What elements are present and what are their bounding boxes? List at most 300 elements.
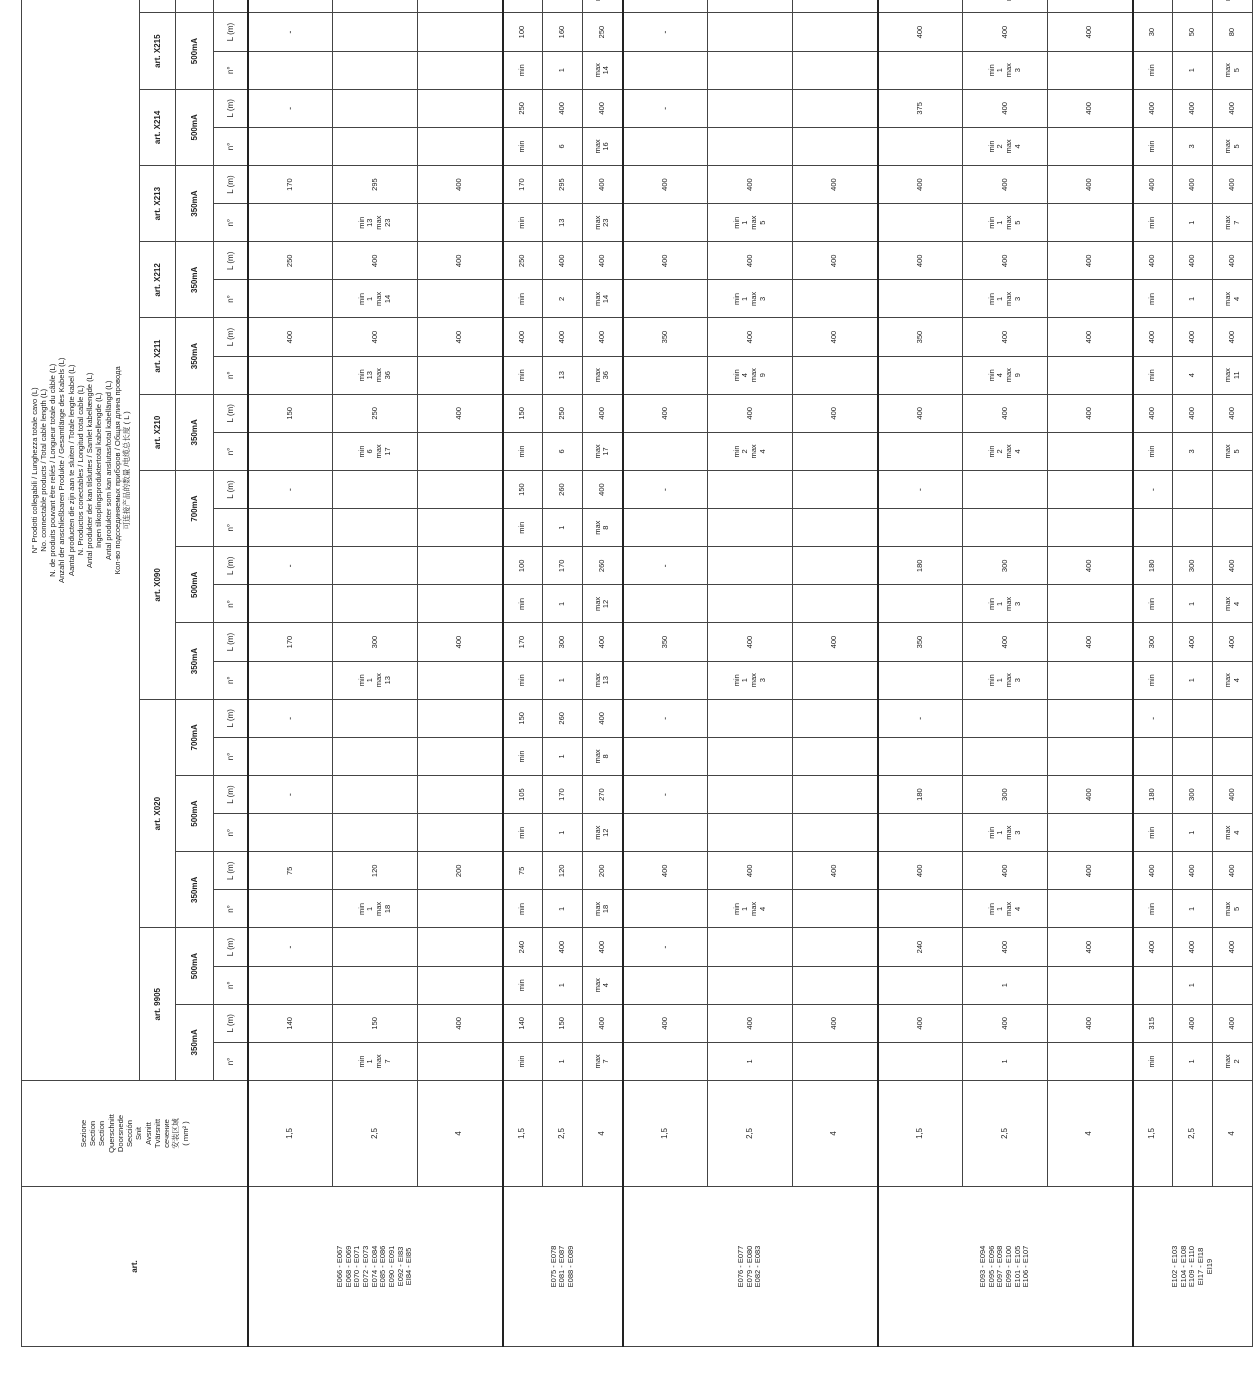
current-header: 500mA bbox=[176, 89, 214, 165]
section-value: 4 bbox=[583, 1081, 623, 1187]
length-cell: 375 bbox=[878, 89, 963, 127]
length-cell: - bbox=[878, 471, 963, 509]
count-cell: max 5 bbox=[1213, 432, 1253, 470]
count-cell: min bbox=[503, 890, 543, 928]
length-cell: 350 bbox=[623, 623, 708, 661]
count-cell: min bbox=[503, 204, 543, 242]
count-cell: 1 bbox=[543, 51, 583, 89]
count-cell bbox=[418, 737, 503, 775]
count-cell: 1 bbox=[543, 890, 583, 928]
count-cell bbox=[623, 661, 708, 699]
count-cell bbox=[248, 204, 333, 242]
rotated-table-wrapper bbox=[21, 21, 1241, 1347]
length-cell: 250 bbox=[333, 394, 418, 432]
length-cell bbox=[708, 776, 793, 814]
length-cell: 170 bbox=[543, 547, 583, 585]
length-cell: 400 bbox=[1133, 318, 1173, 356]
length-cell: 180 bbox=[1133, 776, 1173, 814]
l-label: L (m) bbox=[214, 166, 248, 204]
length-cell: 400 bbox=[623, 394, 708, 432]
l-label: L (m) bbox=[214, 699, 248, 737]
count-cell bbox=[878, 509, 963, 547]
count-cell bbox=[793, 966, 878, 1004]
count-cell: max 18 bbox=[583, 890, 623, 928]
count-cell: min bbox=[1133, 280, 1173, 318]
art-header: art. bbox=[22, 1187, 248, 1347]
count-cell: min 1 max 3 bbox=[963, 661, 1048, 699]
count-cell bbox=[623, 890, 708, 928]
count-cell: min bbox=[503, 432, 543, 470]
count-cell: 1 bbox=[543, 509, 583, 547]
count-cell bbox=[623, 280, 708, 318]
count-cell: min bbox=[503, 356, 543, 394]
count-cell: min bbox=[503, 1042, 543, 1080]
length-cell: 400 bbox=[1173, 89, 1213, 127]
length-cell: 350 bbox=[878, 318, 963, 356]
count-cell bbox=[1133, 737, 1173, 775]
length-cell: 150 bbox=[248, 394, 333, 432]
length-cell: 150 bbox=[503, 471, 543, 509]
count-cell bbox=[878, 127, 963, 165]
l-label: L (m) bbox=[214, 471, 248, 509]
count-cell: max 4 bbox=[1213, 814, 1253, 852]
length-cell: 250 bbox=[248, 242, 333, 280]
length-cell: 400 bbox=[1213, 318, 1253, 356]
length-cell: - bbox=[623, 699, 708, 737]
length-cell: 180 bbox=[1133, 547, 1173, 585]
length-cell: 400 bbox=[1173, 242, 1213, 280]
count-cell bbox=[333, 814, 418, 852]
count-cell bbox=[248, 661, 333, 699]
count-cell bbox=[878, 1042, 963, 1080]
count-cell bbox=[333, 509, 418, 547]
count-cell bbox=[1048, 280, 1133, 318]
count-cell: max 14 bbox=[583, 280, 623, 318]
count-cell: 1 bbox=[543, 737, 583, 775]
art-group-header: art. X020 bbox=[140, 699, 176, 928]
count-cell: 1 bbox=[1173, 1042, 1213, 1080]
count-cell bbox=[248, 737, 333, 775]
length-cell: 100 bbox=[503, 547, 543, 585]
length-cell: 170 bbox=[248, 166, 333, 204]
length-cell bbox=[963, 471, 1048, 509]
count-cell: min bbox=[503, 51, 543, 89]
length-cell bbox=[793, 699, 878, 737]
count-cell bbox=[878, 0, 963, 13]
length-cell: 400 bbox=[583, 699, 623, 737]
length-cell: 400 bbox=[583, 623, 623, 661]
length-cell: 400 bbox=[708, 623, 793, 661]
title-header: N° Prodotti collegabili / Lunghezza totale cavo (L) No. connectable products / Total cable length (L) N. de produits pouvant être reliés / Longueur totale du câble (L) Anzahl der anschließbaren Produkte / Gesamtlänge des Kabels (L) Aantal producten die zijn aan te sluiten / Totale lengte kabel (L) N. Productos conectables / Longitud total cable (L) Antal produkter der kan tilsluttes / Samlet kabellængde (L) Ingen tilkoplingsproduktertotal kabellengde (L) Antal produkter som kan anslutas/total kabellängd (L) Кол-во подсоединяемых приборов / Общая длина провода 可连接产品的数量 /电缆总长度 ( L ) bbox=[22, 0, 140, 1081]
count-cell bbox=[1133, 966, 1173, 1004]
art-codes: E075 - E078 E081 - E087 E088 - E089 bbox=[503, 1187, 623, 1347]
count-cell: 6 bbox=[543, 432, 583, 470]
length-cell: 250 bbox=[543, 394, 583, 432]
count-cell: min bbox=[1133, 890, 1173, 928]
length-cell: 400 bbox=[963, 318, 1048, 356]
n-label bbox=[214, 0, 248, 13]
count-cell bbox=[793, 585, 878, 623]
count-cell bbox=[248, 0, 333, 13]
count-cell bbox=[1133, 509, 1173, 547]
count-cell bbox=[793, 509, 878, 547]
length-cell: 400 bbox=[583, 1004, 623, 1042]
length-cell: 400 bbox=[963, 166, 1048, 204]
length-cell bbox=[793, 547, 878, 585]
length-cell: 75 bbox=[248, 852, 333, 890]
count-cell: 1 bbox=[963, 966, 1048, 1004]
count-cell: 1 bbox=[543, 1042, 583, 1080]
count-cell bbox=[1048, 204, 1133, 242]
length-cell: 400 bbox=[793, 318, 878, 356]
count-cell: 1 bbox=[1173, 966, 1213, 1004]
length-cell: 400 bbox=[878, 13, 963, 51]
length-cell: 260 bbox=[543, 699, 583, 737]
count-cell: min 6 max 17 bbox=[333, 432, 418, 470]
count-cell bbox=[418, 432, 503, 470]
current-header bbox=[176, 0, 214, 13]
count-cell: 1 bbox=[1173, 204, 1213, 242]
count-cell: max 4 bbox=[1213, 585, 1253, 623]
length-cell: 400 bbox=[1048, 547, 1133, 585]
count-cell bbox=[1213, 737, 1253, 775]
current-header: 350mA bbox=[176, 1004, 214, 1080]
count-cell: 1 bbox=[543, 585, 583, 623]
count-cell bbox=[1048, 661, 1133, 699]
count-cell: 1 bbox=[543, 814, 583, 852]
length-cell: 400 bbox=[1133, 166, 1173, 204]
count-cell: 13 bbox=[543, 356, 583, 394]
count-cell bbox=[878, 585, 963, 623]
length-cell: 270 bbox=[583, 776, 623, 814]
count-cell: min 13 max 36 bbox=[333, 356, 418, 394]
length-cell: 400 bbox=[963, 242, 1048, 280]
count-cell bbox=[1048, 51, 1133, 89]
section-value: 1,5 bbox=[1133, 1081, 1173, 1187]
current-header: 500mA bbox=[176, 13, 214, 89]
count-cell bbox=[793, 127, 878, 165]
count-cell: min 1 max 3 bbox=[963, 280, 1048, 318]
length-cell: - bbox=[623, 928, 708, 966]
length-cell: 400 bbox=[963, 13, 1048, 51]
count-cell bbox=[793, 890, 878, 928]
n-label: n° bbox=[214, 814, 248, 852]
count-cell: max 17 bbox=[583, 432, 623, 470]
length-cell: 250 bbox=[503, 242, 543, 280]
count-cell bbox=[963, 509, 1048, 547]
length-cell: 315 bbox=[1133, 1004, 1173, 1042]
length-cell bbox=[793, 471, 878, 509]
count-cell: min bbox=[503, 127, 543, 165]
count-cell bbox=[623, 204, 708, 242]
length-cell: 120 bbox=[333, 852, 418, 890]
length-cell: - bbox=[248, 13, 333, 51]
count-cell: 1 bbox=[1173, 585, 1213, 623]
length-cell: 400 bbox=[418, 242, 503, 280]
length-cell: 170 bbox=[503, 623, 543, 661]
count-cell bbox=[623, 1042, 708, 1080]
count-cell bbox=[878, 204, 963, 242]
cable-length-table bbox=[21, 0, 1253, 1347]
length-cell: 400 bbox=[793, 1004, 878, 1042]
length-cell: 400 bbox=[583, 394, 623, 432]
count-cell: min 2 max 4 bbox=[963, 127, 1048, 165]
count-cell: max 4 bbox=[1213, 280, 1253, 318]
count-cell: 4 bbox=[1173, 356, 1213, 394]
l-label: L (m) bbox=[214, 318, 248, 356]
length-cell: 180 bbox=[878, 776, 963, 814]
count-cell: min 2 max 4 bbox=[963, 432, 1048, 470]
count-cell bbox=[418, 127, 503, 165]
length-cell: - bbox=[623, 547, 708, 585]
art-group-header: art. 9905 bbox=[140, 928, 176, 1081]
length-cell: 400 bbox=[623, 1004, 708, 1042]
length-cell: 295 bbox=[333, 166, 418, 204]
count-cell: min 13 max 23 bbox=[333, 204, 418, 242]
length-cell: 400 bbox=[543, 242, 583, 280]
length-cell: 150 bbox=[333, 1004, 418, 1042]
length-cell: 75 bbox=[503, 852, 543, 890]
count-cell: max 4 bbox=[583, 966, 623, 1004]
length-cell: 400 bbox=[503, 318, 543, 356]
length-cell: - bbox=[248, 699, 333, 737]
length-cell: 400 bbox=[963, 1004, 1048, 1042]
count-cell: max 23 bbox=[583, 204, 623, 242]
count-cell: min bbox=[503, 737, 543, 775]
count-cell: max 16 bbox=[583, 127, 623, 165]
count-cell: 3 bbox=[1173, 127, 1213, 165]
length-cell: 400 bbox=[708, 852, 793, 890]
length-cell: 140 bbox=[503, 1004, 543, 1042]
count-cell bbox=[878, 890, 963, 928]
length-cell: 350 bbox=[878, 623, 963, 661]
count-cell: min bbox=[503, 280, 543, 318]
n-label: n° bbox=[214, 1042, 248, 1080]
count-cell bbox=[708, 0, 793, 13]
length-cell: 170 bbox=[248, 623, 333, 661]
count-cell bbox=[418, 356, 503, 394]
length-cell: 30 bbox=[1133, 13, 1173, 51]
count-cell: 1 bbox=[543, 966, 583, 1004]
l-label: L (m) bbox=[214, 928, 248, 966]
count-cell: min bbox=[1133, 1042, 1173, 1080]
length-cell bbox=[418, 699, 503, 737]
length-cell: 250 bbox=[503, 89, 543, 127]
count-cell bbox=[623, 0, 708, 13]
length-cell: 300 bbox=[1173, 547, 1213, 585]
length-cell: 400 bbox=[1133, 89, 1173, 127]
count-cell: 3 bbox=[1173, 432, 1213, 470]
art-group-header: art. X213 bbox=[140, 166, 176, 242]
count-cell: min 1 max 3 bbox=[963, 585, 1048, 623]
length-cell: 160 bbox=[543, 13, 583, 51]
count-cell bbox=[623, 814, 708, 852]
length-cell: 400 bbox=[1133, 928, 1173, 966]
length-cell: 140 bbox=[248, 1004, 333, 1042]
count-cell: min 1 max 3 bbox=[963, 814, 1048, 852]
length-cell: 400 bbox=[1173, 394, 1213, 432]
length-cell: 400 bbox=[1133, 394, 1173, 432]
count-cell: min bbox=[1133, 585, 1173, 623]
length-cell: 105 bbox=[503, 776, 543, 814]
count-cell: 1 bbox=[1173, 814, 1213, 852]
length-cell bbox=[418, 471, 503, 509]
length-cell bbox=[1173, 699, 1213, 737]
section-value: 1,5 bbox=[878, 1081, 963, 1187]
count-cell bbox=[623, 51, 708, 89]
count-cell: 6 bbox=[543, 127, 583, 165]
count-cell: 2 bbox=[543, 280, 583, 318]
length-cell bbox=[793, 776, 878, 814]
length-cell: 400 bbox=[793, 166, 878, 204]
length-cell: 400 bbox=[333, 242, 418, 280]
length-cell: 400 bbox=[793, 394, 878, 432]
count-cell bbox=[878, 814, 963, 852]
count-cell: min 2 max 4 bbox=[708, 432, 793, 470]
length-cell bbox=[333, 471, 418, 509]
n-label: n° bbox=[214, 661, 248, 699]
count-cell bbox=[793, 1042, 878, 1080]
current-header: 350mA bbox=[176, 318, 214, 394]
count-cell bbox=[418, 204, 503, 242]
l-label: L (m) bbox=[214, 394, 248, 432]
count-cell: max 7 bbox=[1213, 204, 1253, 242]
length-cell: 300 bbox=[333, 623, 418, 661]
count-cell bbox=[793, 280, 878, 318]
length-cell: 400 bbox=[878, 166, 963, 204]
length-cell: - bbox=[623, 776, 708, 814]
count-cell bbox=[708, 737, 793, 775]
count-cell bbox=[1173, 0, 1213, 13]
length-cell bbox=[333, 89, 418, 127]
count-cell bbox=[963, 0, 1048, 13]
length-cell: 400 bbox=[878, 242, 963, 280]
count-cell: min bbox=[1133, 204, 1173, 242]
count-cell: 1 bbox=[543, 661, 583, 699]
count-cell bbox=[503, 0, 543, 13]
count-cell bbox=[333, 966, 418, 1004]
count-cell bbox=[1213, 509, 1253, 547]
length-cell bbox=[1213, 471, 1253, 509]
n-label: n° bbox=[214, 204, 248, 242]
length-cell: 350 bbox=[623, 318, 708, 356]
count-cell: min bbox=[1133, 127, 1173, 165]
count-cell bbox=[1048, 356, 1133, 394]
length-cell: 400 bbox=[1048, 89, 1133, 127]
count-cell: min bbox=[503, 585, 543, 623]
count-cell: 1 bbox=[963, 1042, 1048, 1080]
length-cell: - bbox=[248, 776, 333, 814]
count-cell bbox=[418, 0, 503, 13]
count-cell: max 14 bbox=[583, 51, 623, 89]
section-header: Sezione Section Section Querschnitt Doorsnede Sección Snit Avsnitt Tvärsnitt сечение 安装区域 ( mm² ) bbox=[22, 1081, 248, 1187]
length-cell: 400 bbox=[708, 166, 793, 204]
current-header: 350mA bbox=[176, 242, 214, 318]
length-cell: 400 bbox=[878, 852, 963, 890]
length-cell bbox=[793, 13, 878, 51]
count-cell: max 11 bbox=[1213, 356, 1253, 394]
l-label: L (m) bbox=[214, 623, 248, 661]
count-cell bbox=[418, 585, 503, 623]
length-cell: 400 bbox=[1133, 852, 1173, 890]
length-cell: 400 bbox=[418, 1004, 503, 1042]
length-cell bbox=[708, 471, 793, 509]
count-cell: min 1 max 3 bbox=[708, 661, 793, 699]
length-cell: 170 bbox=[543, 776, 583, 814]
length-cell: 400 bbox=[623, 166, 708, 204]
count-cell bbox=[248, 509, 333, 547]
l-label: L (m) bbox=[214, 1004, 248, 1042]
count-cell bbox=[793, 661, 878, 699]
count-cell: min bbox=[1133, 51, 1173, 89]
count-cell bbox=[1048, 1042, 1133, 1080]
section-value: 4 bbox=[793, 1081, 878, 1187]
section-value: 2,5 bbox=[963, 1081, 1048, 1187]
count-cell: 1 bbox=[1173, 51, 1213, 89]
length-cell bbox=[963, 699, 1048, 737]
count-cell: max 12 bbox=[583, 585, 623, 623]
count-cell: min 1 max 7 bbox=[333, 1042, 418, 1080]
count-cell bbox=[333, 737, 418, 775]
current-header: 700mA bbox=[176, 699, 214, 775]
length-cell: 300 bbox=[963, 547, 1048, 585]
count-cell bbox=[333, 0, 418, 13]
length-cell: 400 bbox=[1213, 623, 1253, 661]
length-cell: 260 bbox=[543, 471, 583, 509]
count-cell bbox=[248, 432, 333, 470]
length-cell bbox=[1048, 699, 1133, 737]
n-label: n° bbox=[214, 890, 248, 928]
count-cell: min 1 max 13 bbox=[333, 661, 418, 699]
count-cell bbox=[878, 432, 963, 470]
count-cell bbox=[1133, 0, 1173, 13]
length-cell: 400 bbox=[1213, 89, 1253, 127]
count-cell bbox=[248, 1042, 333, 1080]
count-cell bbox=[708, 509, 793, 547]
count-cell bbox=[1048, 509, 1133, 547]
count-cell bbox=[418, 890, 503, 928]
length-cell: - bbox=[623, 89, 708, 127]
length-cell: 400 bbox=[1173, 318, 1213, 356]
count-cell bbox=[1048, 890, 1133, 928]
length-cell: 400 bbox=[248, 318, 333, 356]
current-header: 350mA bbox=[176, 623, 214, 699]
n-label: n° bbox=[214, 585, 248, 623]
count-cell bbox=[543, 0, 583, 13]
length-cell: 400 bbox=[583, 471, 623, 509]
length-cell: 400 bbox=[418, 318, 503, 356]
n-label: n° bbox=[214, 737, 248, 775]
count-cell: min bbox=[1133, 356, 1173, 394]
length-cell bbox=[708, 928, 793, 966]
count-cell bbox=[418, 966, 503, 1004]
length-cell: 400 bbox=[878, 1004, 963, 1042]
count-cell bbox=[963, 737, 1048, 775]
count-cell bbox=[248, 966, 333, 1004]
count-cell bbox=[623, 356, 708, 394]
count-cell bbox=[1048, 737, 1133, 775]
length-cell: 400 bbox=[963, 623, 1048, 661]
art-group-header bbox=[140, 0, 176, 13]
length-cell: 400 bbox=[1048, 13, 1133, 51]
length-cell: 400 bbox=[1213, 776, 1253, 814]
length-cell: 300 bbox=[543, 623, 583, 661]
count-cell: min 1 max 5 bbox=[708, 204, 793, 242]
count-cell bbox=[878, 966, 963, 1004]
section-value: 2,5 bbox=[333, 1081, 418, 1187]
length-cell: 400 bbox=[1213, 394, 1253, 432]
length-cell: 400 bbox=[1133, 242, 1173, 280]
